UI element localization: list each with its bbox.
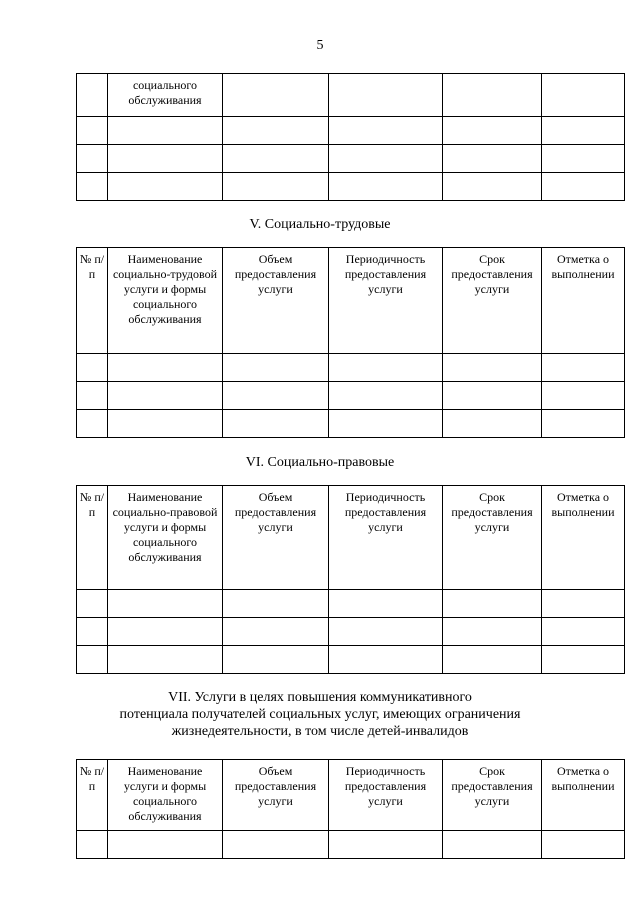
table-row: [77, 646, 625, 674]
table-row: [77, 618, 625, 646]
header-term: Срок предоставления услуги: [443, 486, 542, 590]
header-name: Наименование социально-трудовой услуги и формы социального обслуживания: [108, 248, 223, 354]
header-volume: Объем предоставления услуги: [223, 248, 329, 354]
header-name: Наименование социально-правовой услуги и формы социального обслуживания: [108, 486, 223, 590]
header-mark: Отметка о выполнении: [542, 760, 625, 831]
section-title-vi: VI. Социально-правовые: [245, 455, 395, 470]
section-title-v: V. Социально-трудовые: [249, 217, 391, 232]
header-num: № п/п: [77, 760, 108, 831]
header-mark: Отметка о выполнении: [542, 486, 625, 590]
header-term: Срок предоставления услуги: [443, 760, 542, 831]
header-num: № п/п: [77, 248, 108, 354]
section-title-line: потенциала получателей социальных услуг, имеющих ограничения: [119, 707, 521, 722]
section-title-line: жизнедеятельности, в том числе детей-инвалидов: [171, 724, 469, 739]
header-volume: Объем предоставления услуги: [223, 760, 329, 831]
table-row: [77, 354, 625, 382]
table-row: [77, 145, 625, 173]
table-row: [77, 74, 625, 117]
table-section-vi: [76, 485, 625, 674]
header-volume: Объем предоставления услуги: [223, 486, 329, 590]
table-row: [77, 173, 625, 201]
page-number: 5: [316, 38, 324, 53]
header-periodicity: Периодичность предоставления услуги: [329, 248, 443, 354]
table-row: [77, 831, 625, 859]
header-num: № п/п: [77, 486, 108, 590]
section-title-line: VII. Услуги в целях повышения коммуникативного: [168, 690, 472, 705]
table-section-v: [76, 247, 625, 438]
table-row: [77, 117, 625, 145]
section-title-vii: [0, 689, 640, 740]
header-row: [77, 760, 625, 831]
header-periodicity: Периодичность предоставления услуги: [329, 486, 443, 590]
table-continuation: [76, 73, 625, 201]
header-row: [77, 486, 625, 590]
header-row: [77, 248, 625, 354]
table-row: [77, 382, 625, 410]
header-name: Наименование услуги и формы социального обслуживания: [108, 760, 223, 831]
name-cell: социального обслуживания: [108, 74, 223, 117]
header-periodicity: Периодичность предоставления услуги: [329, 760, 443, 831]
table-row: [77, 410, 625, 438]
header-mark: Отметка о выполнении: [542, 248, 625, 354]
table-section-vii: [76, 759, 625, 859]
table-row: [77, 590, 625, 618]
header-term: Срок предоставления услуги: [443, 248, 542, 354]
